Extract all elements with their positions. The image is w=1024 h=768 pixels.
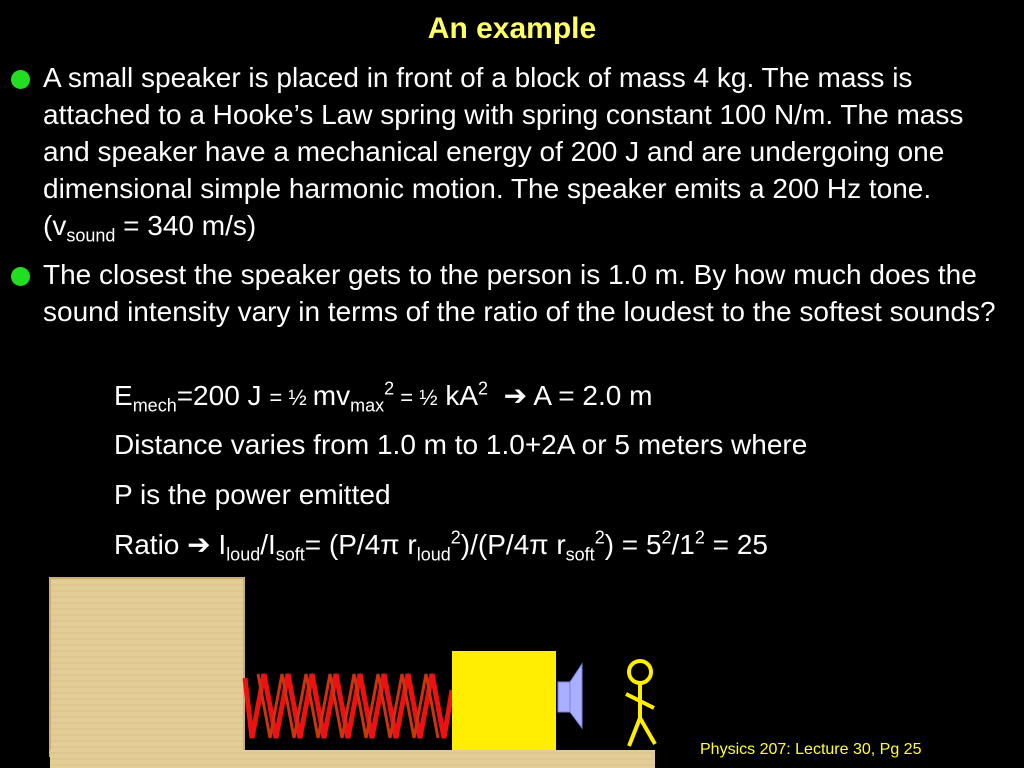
bullet-2 — [43, 256, 1008, 330]
ratio-sq: 2 — [661, 527, 672, 548]
ratio-sub: soft — [565, 544, 595, 565]
speaker-body — [558, 682, 570, 712]
energy-equation — [114, 378, 652, 416]
right-arrow-icon: ➔ — [503, 380, 528, 411]
sound-subscript: sound — [66, 225, 116, 246]
bullet-1-tail: = 340 m/s) — [115, 210, 257, 241]
ratio-label: Ratio — [114, 529, 188, 560]
eq-half: ½ — [419, 385, 438, 410]
floor — [50, 750, 655, 768]
ratio-sub: loud — [226, 544, 261, 565]
ratio-sq: 2 — [594, 527, 605, 548]
eq-e: E — [114, 380, 133, 411]
ratio-sub: loud — [416, 544, 451, 565]
eq-mech-sub: mech — [132, 395, 177, 416]
right-arrow-icon: ➔ — [187, 529, 211, 560]
ratio-sq: 2 — [694, 527, 705, 548]
bullet-dot-icon — [11, 70, 30, 89]
block-mass — [452, 651, 556, 750]
ratio-part: )/(P/4 — [460, 529, 530, 560]
ratio-part: /I — [260, 529, 276, 560]
eq-mv: mv — [312, 380, 351, 411]
ratio-part: r — [548, 529, 566, 560]
wall — [50, 578, 244, 756]
ratio-sub: soft — [275, 544, 305, 565]
eq-sq: 2 — [478, 378, 489, 399]
slide-footer: Physics 207: Lecture 30, Pg 25 — [700, 741, 922, 758]
physics-illustration — [0, 570, 1024, 768]
slide-title: An example — [427, 12, 597, 45]
ratio-part: ) = 5 — [604, 529, 662, 560]
eq-sq: 2 — [384, 378, 395, 399]
bullet-1-text: A small speaker is placed in front of a block of mass 4 kg. The mass is attached to a Hooke’s Law spring with spring constant 100 N/m. The mass and speaker have a mechanical energy of 200 J and are undergoing one dimensional simple harmonic motion. The speaker emits a 200 Hz tone. (v — [43, 62, 964, 241]
person-icon — [626, 661, 655, 746]
ratio-pi: π — [380, 529, 400, 560]
distance-line: Distance varies from 1.0 m to 1.0+2A or 5 meters where — [114, 429, 808, 460]
bullet-dot-icon — [11, 267, 30, 286]
eq-part: =200 J — [176, 380, 270, 411]
ratio-equation — [114, 527, 768, 563]
speaker-cone-icon — [570, 664, 582, 728]
eq-result: A = 2.0 m — [527, 380, 653, 411]
bullet-2-text: The closest the speaker gets to the person is 1.0 m. By how much does the sound intensity vary in terms of the ratio of the loudest to the softest sounds? — [43, 259, 996, 327]
bullet-1 — [43, 59, 1008, 244]
eq-part: = — [394, 385, 420, 410]
ratio-sq: 2 — [450, 527, 461, 548]
ratio-part: r — [399, 529, 417, 560]
ratio-pi: π — [529, 529, 549, 560]
eq-max-sub: max — [350, 395, 385, 416]
ratio-part: /1 — [671, 529, 695, 560]
eq-ka: kA — [437, 380, 479, 411]
ratio-part: I — [210, 529, 227, 560]
ratio-part: = 25 — [704, 529, 768, 560]
eq-half: ½ — [282, 385, 313, 410]
power-line: P is the power emitted — [114, 479, 391, 510]
eq-part: = — [269, 385, 283, 410]
ratio-part: = (P/4 — [304, 529, 381, 560]
